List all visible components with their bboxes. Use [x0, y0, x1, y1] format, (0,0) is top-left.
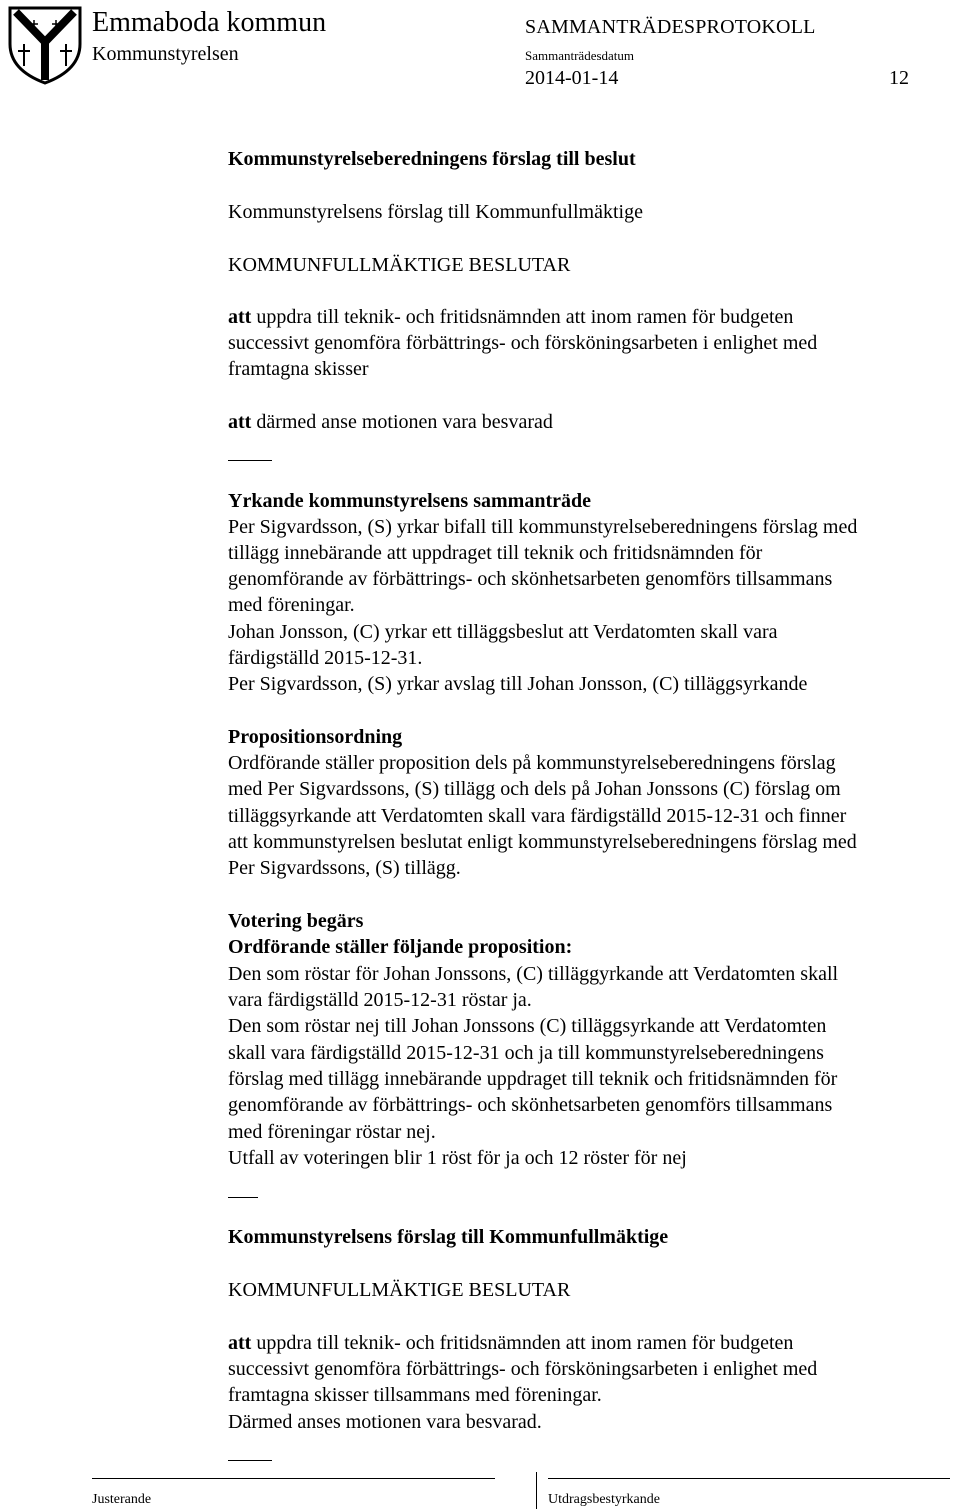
votering-line: vara färdigställd 2015-12-31 röstar ja.: [228, 989, 532, 1011]
yrkande-line: färdigställd 2015-12-31.: [228, 647, 423, 669]
votering-line: genomförande av förbättrings- och skönhetsarbeten genomförs tillsammans: [228, 1094, 833, 1116]
yrkande-line: med föreningar.: [228, 594, 355, 616]
final-statement: Därmed anses motionen vara besvarad.: [228, 1411, 542, 1433]
votering-line: förslag med tillägg innebärande uppdraget till teknik och fritidsnämnden för: [228, 1068, 838, 1090]
organization-name: Emmaboda kommun: [92, 7, 327, 38]
kf-beslutar-1: KOMMUNFULLMÄKTIGE BESLUTAR: [228, 254, 571, 276]
att-keyword: att: [228, 306, 252, 328]
kf-beslutar-2: KOMMUNFULLMÄKTIGE BESLUTAR: [228, 1279, 571, 1301]
att-clause-3-line-2: successivt genomföra förbättrings- och försköningsarbeten i enlighet med: [228, 1358, 818, 1380]
votering-line: med föreningar röstar nej.: [228, 1121, 436, 1143]
heading-proposal: Kommunstyrelseberedningens förslag till beslut: [228, 148, 636, 170]
votering-subheading: Ordförande ställer följande proposition:: [228, 936, 573, 958]
att-clause-3-line-3: framtagna skisser tillsammans med föreningar.: [228, 1384, 602, 1406]
protocol-title: SAMMANTRÄDESPROTOKOLL: [525, 16, 816, 38]
justerande-signature-line: [92, 1478, 495, 1479]
separator-line: [228, 1460, 272, 1461]
proposition-heading: Propositionsordning: [228, 726, 403, 748]
yrkande-line: Johan Jonsson, (C) yrkar ett tilläggsbeslut att Verdatomten skall vara: [228, 621, 778, 643]
votering-heading: Votering begärs: [228, 910, 364, 932]
proposition-line: att kommunstyrelsen beslutat enligt kommunstyrelseberedningens förslag med: [228, 831, 857, 853]
proposition-line: med Per Sigvardssons, (S) tillägg och dels på Johan Jonssons (C) förslag om: [228, 778, 841, 800]
votering-line: Den som röstar för Johan Jonssons, (C) tilläggyrkande att Verdatomten skall: [228, 963, 839, 985]
ks-proposal-heading: Kommunstyrelsens förslag till Kommunfullmäktige: [228, 1226, 669, 1248]
separator-line: [228, 460, 272, 461]
yrkande-line: genomförande av förbättrings- och skönhetsarbeten genomförs tillsammans: [228, 568, 833, 590]
votering-line: Den som röstar nej till Johan Jonssons (C) tilläggsyrkande att Verdatomten: [228, 1015, 827, 1037]
att-clause-3: [228, 1330, 793, 1356]
att-clause-1-line-2: successivt genomföra förbättrings- och försköningsarbeten i enlighet med: [228, 332, 818, 354]
footer-divider: [536, 1472, 537, 1509]
page-number: 12: [889, 67, 909, 89]
att-keyword: att: [228, 1332, 252, 1354]
votering-line: skall vara färdigställd 2015-12-31 och ja till kommunstyrelseberedningens: [228, 1042, 824, 1064]
yrkande-line: Per Sigvardsson, (S) yrkar avslag till Johan Jonsson, (C) tilläggsyrkande: [228, 673, 808, 695]
justerande-label: Justerande: [92, 1492, 152, 1507]
att-keyword: att: [228, 411, 252, 433]
proposition-line: tilläggsyrkande att Verdatomten skall vara färdigställd 2015-12-31 och finner: [228, 805, 847, 827]
date-label: Sammanträdesdatum: [525, 48, 635, 63]
meeting-date: 2014-01-14: [525, 67, 619, 89]
yrkande-line: tillägg innebärande att uppdraget till teknik och fritidsnämnden för: [228, 542, 763, 564]
separator-line: [228, 1197, 258, 1198]
att-clause-1: [228, 304, 793, 330]
votering-result: Utfall av voteringen blir 1 röst för ja och 12 röster för nej: [228, 1147, 687, 1169]
yrkande-line: Per Sigvardsson, (S) yrkar bifall till kommunstyrelseberedningens förslag med: [228, 516, 858, 538]
yrkande-heading: Yrkande kommunstyrelsens sammanträde: [228, 490, 591, 512]
att-clause-1-line-3: framtagna skisser: [228, 358, 369, 380]
utdrag-label: Utdragsbestyrkande: [548, 1492, 660, 1507]
att-clause-2: [228, 409, 553, 435]
municipality-coat-of-arms-logo: [4, 4, 86, 86]
sub-proposal: Kommunstyrelsens förslag till Kommunfullmäktige: [228, 201, 643, 223]
proposition-line: Per Sigvardssons, (S) tillägg.: [228, 857, 461, 879]
att-text: uppdra till teknik- och fritidsnämnden att inom ramen för budgeten: [251, 1332, 794, 1354]
utdrag-signature-line: [548, 1478, 950, 1479]
att-text: uppdra till teknik- och fritidsnämnden att inom ramen för budgeten: [251, 306, 794, 328]
board-name: Kommunstyrelsen: [92, 43, 239, 65]
att-text: därmed anse motionen vara besvarad: [251, 411, 553, 433]
proposition-line: Ordförande ställer proposition dels på kommunstyrelseberedningens förslag: [228, 752, 836, 774]
